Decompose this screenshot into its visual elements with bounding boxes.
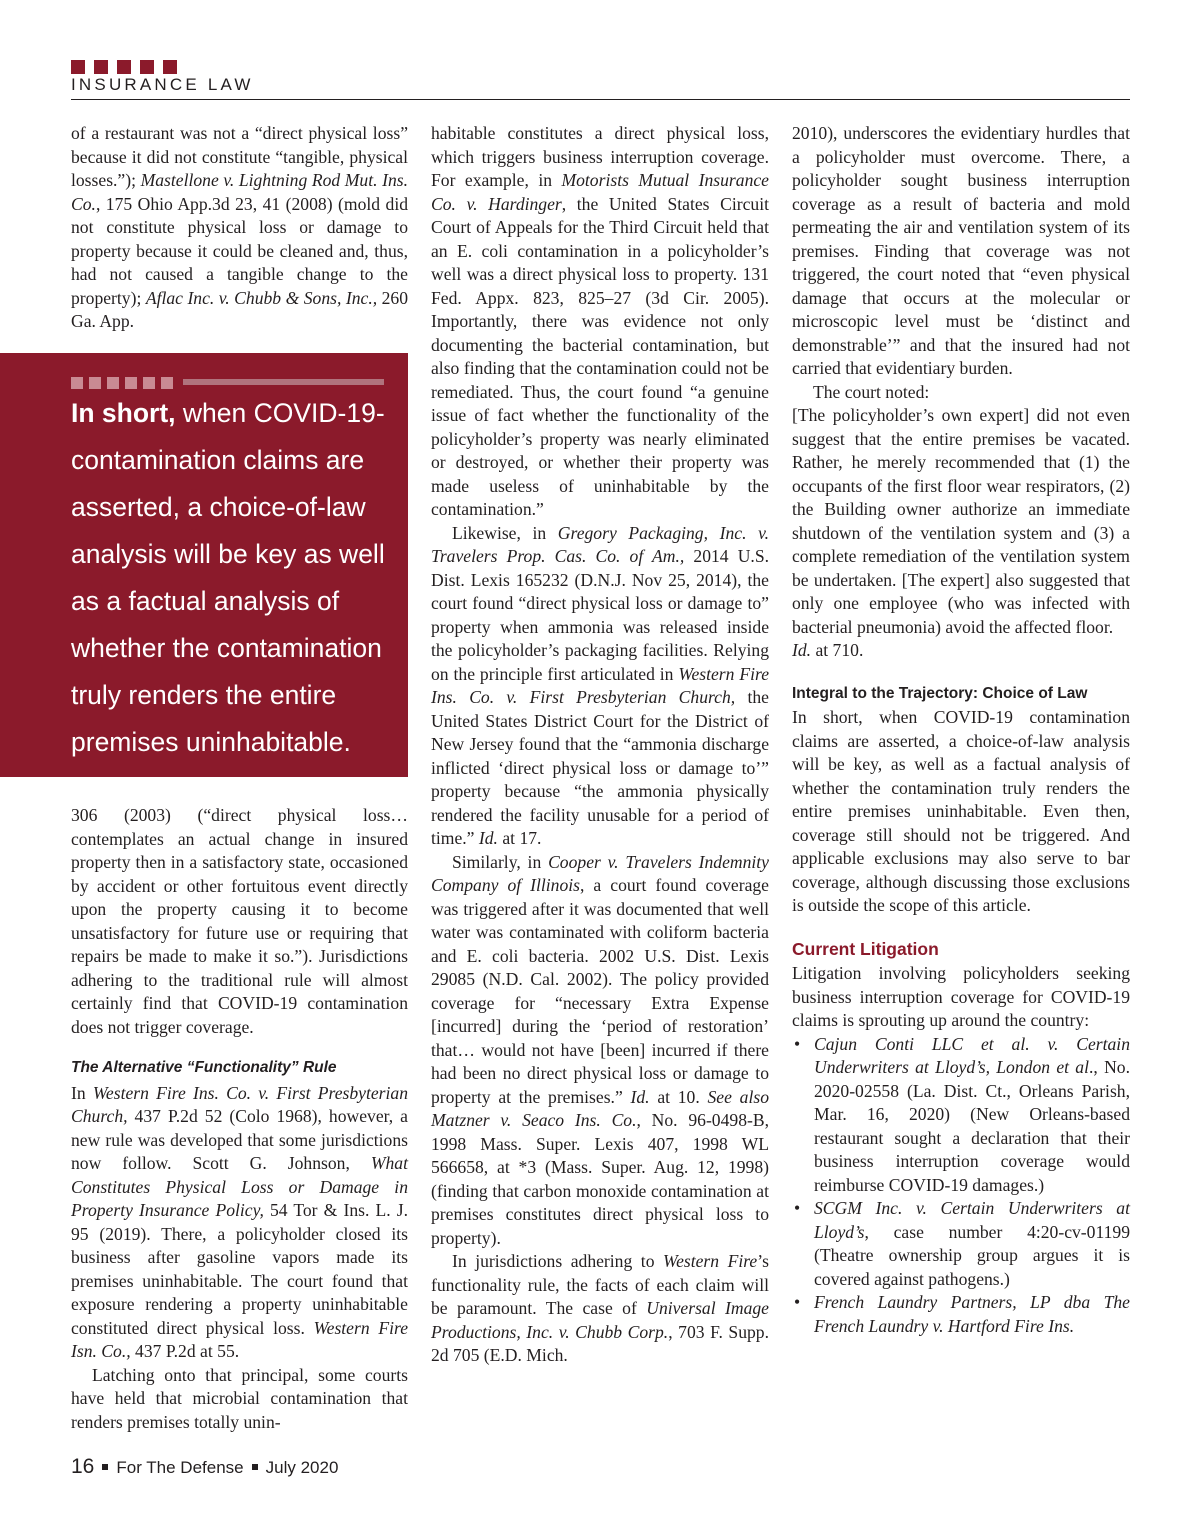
paragraph: Likewise, in Gregory Packaging, Inc. v. Travelers Prop. Cas. Co. of Am., 2014 U.S. Dist. Lexis 165232 (D.N.J. Nov 25, 2014), the court found “direct physical loss or damage to” property when ammonia was released inside the policyholder’s packaging facilities. Relying on the principle first articulated in Western Fire Ins. Co. v. First Presbyterian Church, the United States District Court for the District of New Jersey found that the “ammonia discharge inflicted ‘direct physical loss or damage to’” property because “the ammonia physically rendered the facility unusable for a period of time.” Id. at 17. xyxy=(431,522,769,848)
paragraph: 306 (2003) (“direct physical loss… contemplates an actual change in insured property then in a satisfactory state, occasioned by accident or other fortuitous event directly upon the property causing it to become unsatisfactory for future use or requiring that repairs be made to make it so.”). Jurisdictions adhering to the traditional rule will almost certainly find that COVID-19 contamination does not trigger coverage. xyxy=(71,805,408,1037)
paragraph: In jurisdictions adhering to Western Fire’s functionality rule, the facts of each claim will be paramount. The case of Universal Image Productions, Inc. v. Chubb Corp., 703 F. Supp. 2d 705 (E.D. Mich. xyxy=(431,1251,769,1365)
page-footer xyxy=(71,1455,338,1479)
footer-separator xyxy=(252,1464,258,1470)
subheading-choice-of-law: Integral to the Trajectory: Choice of Law xyxy=(792,684,1088,702)
list-item: • French Laundry Partners, LP dba The French Laundry v. Hartford Fire Ins. xyxy=(792,1291,1130,1338)
footer-separator xyxy=(102,1464,108,1470)
publication-name: For The Defense xyxy=(116,1458,244,1477)
pull-quote xyxy=(0,353,408,777)
issue-date: July 2020 xyxy=(265,1458,339,1477)
litigation-list xyxy=(792,1033,1130,1339)
pull-quote-squares xyxy=(71,376,179,388)
page-number: 16 xyxy=(71,1455,95,1478)
header-square xyxy=(163,60,177,74)
paragraph: 2010), underscores the evidentiary hurdles that a policyholder must overcome. There, a policyholder sought business interruption coverage as a result of bacteria and mold permeating the air and ventilation system of its premises. Finding that coverage was not triggered, the court noted that “even physical damage that occurs at the molecular or microscopic level must be ‘distinct and demonstrable’” and that the insured had not carried that evidentiary burden. xyxy=(792,123,1130,378)
column-1-top xyxy=(71,122,408,334)
pull-quote-rule xyxy=(183,379,384,385)
column-3 xyxy=(792,122,1130,1338)
paragraph: habitable constitutes a direct physical loss, which triggers business interruption coverage. For example, in Motorists Mutual Insurance Co. v. Hardinger, the United States Circuit Court of Appeals for the Third Circuit held that an E. coli contamination in a policyholder’s well was a direct physical loss to property. 131 Fed. Appx. 823, 825–27 (3d Cir. 2005). Importantly, there was evidence not only documenting the bacterial contamination, but also finding that the contamination could not be remediated. Thus, the court found “a genuine issue of fact whether the functionality of the policyholder’s property was nearly eliminated or destroyed, or whether their property was made useless of uninhabitable by the contamination.” xyxy=(431,123,769,519)
header-square xyxy=(71,60,85,74)
list-item: • Cajun Conti LLC et al. v. Certain Underwriters at Lloyd’s, London et al., No. 2020-02558 (La. Dist. Ct., Orleans Parish, Mar. 16, 2020) (New Orleans-based restaurant sought a declaration that their business interruption coverage would reimburse COVID-19 damages.) xyxy=(792,1033,1130,1198)
header-square xyxy=(94,60,108,74)
pull-quote-text: In short, when COVID-19-contamination claims are asserted, a choice-of-law analysis will be key as well as a factual analysis of whether the contamination truly renders the entire premises uninhabitable. xyxy=(71,398,385,757)
paragraph: of a restaurant was not a “direct physical loss” because it did not constitute “tangible, physical losses.”); Mastellone v. Lightning Rod Mut. Ins. Co., 175 Ohio App.3d 23, 41 (2008) (mold did not constitute physical loss or damage to property because it could be cleaned and, thus, had not caused a tangible change to the property); Aflac Inc. v. Chubb & Sons, Inc., 260 Ga. App. xyxy=(71,123,408,331)
paragraph: The court noted: xyxy=(813,381,930,402)
paragraph: Litigation involving policyholders seeking business interruption coverage for COVID-19 claims is sprouting up around the country: xyxy=(792,963,1130,1030)
section-title: INSURANCE LAW xyxy=(71,75,254,94)
paragraph: Similarly, in Cooper v. Travelers Indemnity Company of Illinois, a court found coverage was triggered after it was documented that well water was contaminated with coliform bacteria and E. coli bacteria. 2002 U.S. Dist. Lexis 29085 (N.D. Cal. 2002). The policy provided coverage for “necessary Extra Expense [incurred] during the ‘period of restoration’ that… would not have [been] incurred if there had been no direct physical loss or damage to property at the premises.” Id. at 10. See also Matzner v. Seaco Ins. Co., No. 96-0498-B, 1998 Mass. Super. Lexis 407, 1998 WL 566658, at *3 (Mass. Super. Aug. 12, 1998) (finding that carbon monoxide contamination at premises constitutes direct physical loss to property). xyxy=(431,851,769,1248)
header-square xyxy=(140,60,154,74)
paragraph: In Western Fire Ins. Co. v. First Presbyterian Church, 437 P.2d 52 (Colo 1968), however, a new rule was developed that some jurisdictions now follow. Scott G. Johnson, What Constitutes Physical Loss or Damage in Property Insurance Policy, 54 Tor & Ins. L. J. 95 (2019). There, a policyholder closed its business after gasoline vapors made its premises uninhabitable. The court found that exposure rendering a property uninhabitable constituted direct physical loss. Western Fire Isn. Co., 437 P.2d at 55. xyxy=(71,1082,408,1361)
header-square xyxy=(117,60,131,74)
subheading-current-litigation: Current Litigation xyxy=(792,938,939,959)
block-quote: [The policyholder’s own expert] did not even suggest that the entire premises be vacated. Rather, he merely recommended that (1) the occupants of the first floor wear respirators, (2) the Building owner authorize an immediate shutdown of the ventilation system and (3) a complete remediation of the ventilation system be undertaken. [The expert] also suggested that only one employee (who was infected with bacterial pneumonia) avoid the affected floor. xyxy=(792,405,1130,637)
citation: Id. at 710. xyxy=(792,640,864,660)
header-squares xyxy=(71,60,186,74)
column-1-bottom xyxy=(71,804,408,1434)
header-rule xyxy=(71,99,1130,100)
column-2 xyxy=(431,122,769,1368)
subheading-functionality-rule: The Alternative “Functionality” Rule xyxy=(71,1059,337,1076)
paragraph: Latching onto that principal, some courts have held that microbial contamination that renders premises totally unin- xyxy=(71,1364,408,1432)
list-item: • SCGM Inc. v. Certain Underwriters at Lloyd’s, case number 4:20-cv-01199 (Theatre ownership group argues it is covered against pathogens.) xyxy=(792,1197,1130,1291)
paragraph: In short, when COVID-19 contamination claims are asserted, a choice-of-law analysis will be key, as well as a factual analysis of whether the contamination truly renders the entire premises uninhabitable. Even then, coverage still should not be triggered. And applicable exclusions may also serve to bar coverage, although discussing those exclusions is outside the scope of this article. xyxy=(792,707,1130,915)
